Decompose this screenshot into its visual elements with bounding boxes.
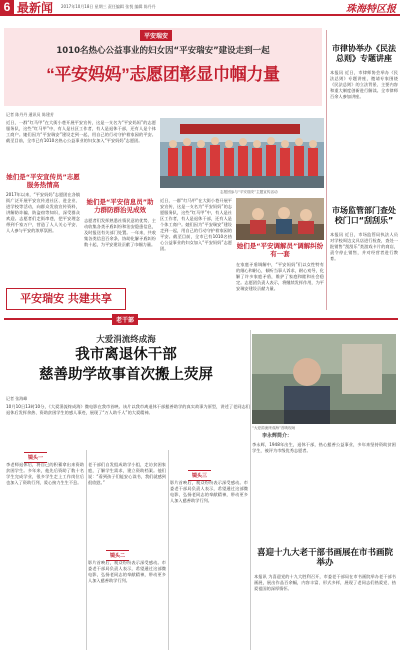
veteran-photo-caption: “大爱涓流终成海”首映现场 [252,426,296,430]
profile-title: 李永辉简介： [262,433,293,439]
subhead-publicity: 她们是“平安宣传员”志愿服务热情高 [6,173,80,189]
bottom-col2b: 影片首映后，观众纷纷表示深受感动。市委老干部局负责人表示，希望通过这部微电影，弘扬老同志的奉献精神，带动更多人加入慈善助学行列。 [88,560,166,583]
top-kicker: 1010名热心公益事业的妇女因“平安瑞安”建设走到一起 [56,46,270,56]
column-rule [86,450,87,650]
slogan-banner: 平安瑞安 共建共享 [6,288,126,310]
subhead-info: 她们是“平安信息员”助力群防群治见成效 [86,198,154,214]
veteran-photo [252,334,396,424]
mediation-photo [236,198,324,240]
market-title: 市场监管部门查处校门口“刮刮乐” [332,206,396,225]
body-mid: 志愿者们发挥熟悉社情民意的优势，主动收集各类矛盾纠纷和治安隐患信息，及时报送有关部门处置。一年来，共收集各类信息百余条，协助化解矛盾纠纷数十起，为平安建设贡献了巾帼力量。 [84,218,156,247]
bottom-section-tag: 老干部 [112,314,138,325]
section-title: 最新闻 [17,0,54,15]
art-exhibit-body: 本报讯 为喜迎党的十九大胜利召开，市委老干部局在市书画院举办老干部书画展，展出作品百余幅，内容丰富、形式多样，展现了老同志们热爱党、热爱祖国的深厚情怀。 [254,574,396,591]
bottom-kicker: 大爱涓流终成海 [96,335,156,345]
photo-caption: 志愿团参与“平安瑞安”主题宣传活动 [220,190,278,194]
bottom-col2: 老干部们自发组成助学小组，走访贫困家庭，了解学生需求，建立资助档案。他们说：“看到孩子们能安心读书，我们就感到很欣慰。” [88,462,166,485]
bottom-headline-line1: 我市离退休干部 [75,347,177,363]
top-lead: 近日，一群“红马甲”在大街小巷开展平安宣传，这是一支名为“平安妈妈”的志愿服务队，这些“红马甲”中，有人是社区工作者，有人是退休干部，还有人是个体工商户。她们因为“平安瑞安”建设走到一起，用自己的行动守护着家园的平安。截至目前，全市已有1010名热心公益事业的妇女加入“平安妈妈”志愿团。 [6,120,156,143]
bottom-headline [4,345,248,385]
column-rule [250,330,251,650]
bottom-col3: 影片首映后，观众纷纷表示深受感动。市委老干部局负责人表示，希望通过这部微电影，弘扬老同志的奉献精神，带动更多人加入慈善助学行列。 [170,480,248,503]
market-body: 本报讯 近日，市场监管局执法人员对学校周边文具店进行检查，查处一批销售“刮刮乐”类游戏卡片的商店，责令停止销售，并对经营者进行教育。 [330,232,398,261]
body-right: 在家庭矛盾调解中，“平安妈妈”们以女性特有的细心和耐心，倾听当事人诉求，耐心劝导，化解了许多家庭矛盾，维护了家庭和睦和社会稳定。志愿团负责人表示，将继续发挥作用，为平安瑞安建设贡献力量。 [236,262,324,291]
art-exhibit-title: 喜迎十九大老干部书画展在市书画院举办 [256,548,393,568]
volunteer-photo [160,118,324,188]
subhead-mediation: 她们是“平安调解员”调解纠纷有一套 [236,242,324,258]
law-lecture-body: 本报讯 近日，市律师协会举办《民法总则》专题讲座，邀请专家围绕《民法总则》的立法背景、主要内容和重大制度创新进行解读。全市律师百余人参加讲座。 [330,70,398,99]
subhead-scene3: 镜头三 [188,470,211,481]
section-divider [4,318,398,320]
page-header [0,0,400,16]
top-byline: 记者 陈丹丹 通讯员 陈建芳 [6,112,54,117]
dateline: 2017年10月18日 星期三 责任编辑 张悦 编辑 陈丹丹 [61,4,156,9]
law-lecture-title: 市律协举办《民法总则》专题讲座 [332,44,396,63]
body-left: 2017年以来，“平安妈妈”志愿团在各镇街广泛开展平安宣传进社区、进企业、进学校等活动，向群众发放宣传资料，讲解防诈骗、防盗窃等知识，深受群众欢迎。志愿者们走街串巷，把平安理念带到千家万户，营造了人人关心平安、人人参与平安的浓厚氛围。 [6,192,80,233]
subhead-scene2: 镜头二 [106,550,129,561]
page-number: 6 [0,0,14,14]
column-rule [168,450,169,650]
body-center: 近日，一群“红马甲”在大街小巷开展平安宣传，这是一支名为“平安妈妈”的志愿服务队，这些“红马甲”中，有人是社区工作者，有人是退休干部，还有人是个体工商户。她们因为“平安瑞安”建设走到一起，用自己的行动守护着家园的平安。截至目前，全市已有1010名热心公益事业的妇女加入“平安妈妈”志愿团。 [160,198,232,251]
newspaper-logo: 珠海特区报 [346,3,396,15]
bottom-headline-line2: 慈善助学故事首次搬上荧屏 [39,367,213,383]
column-divider [326,30,327,310]
bottom-lead: 10月10日13时10分，《大爱涓流终成海》微电影在我市首映。该片以我市离退休干部慈善助学的真实故事为原型，讲述了老同志们退休后发挥余热、资助贫困学生的感人事迹，展现了“万人助千人”的大爱精神。 [6,404,250,415]
top-headline: “平安妈妈”志愿团彰显巾帼力量 [46,65,280,84]
bottom-byline: 记者 张海峰 [6,396,28,401]
bottom-col1: 李老师退休后，将自己的积蓄拿出来资助贫困学生。多年来，他先后资助了数十名学生完成学业，很多学生走上工作岗位后也加入了资助行列，爱心接力生生不息。 [6,462,84,485]
section-tag: 平安瑞安 [140,30,172,41]
profile-body: 李永辉，1948年出生，退休干部，热心慈善公益事业，多年来坚持资助贫困学生，被评为市级优秀志愿者。 [252,442,396,453]
subhead-scene1: 镜头一 [24,452,47,463]
